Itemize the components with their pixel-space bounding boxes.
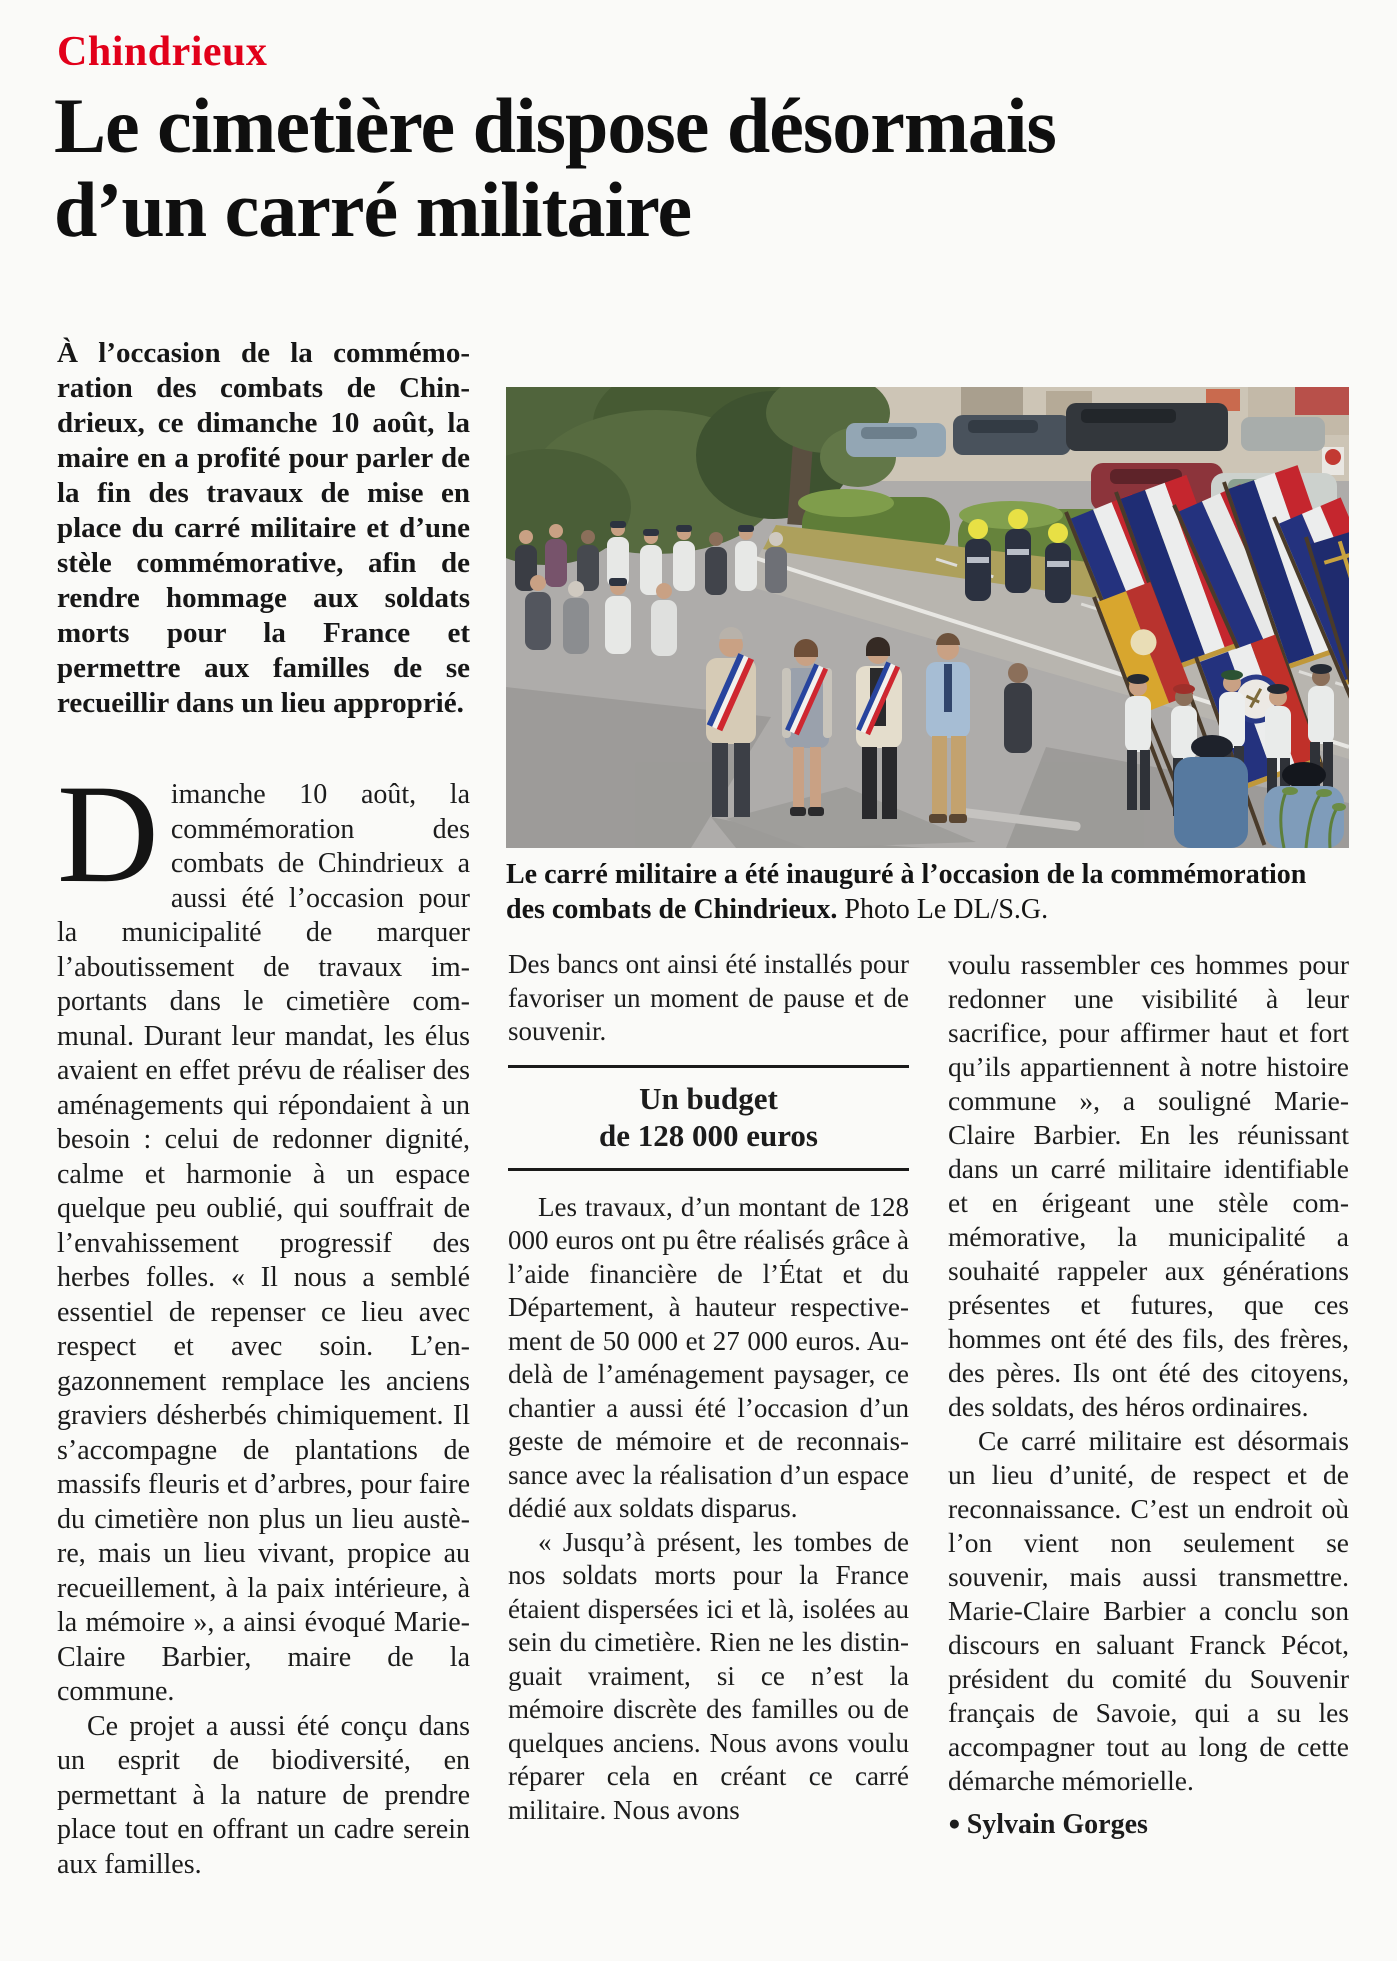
subhead-line-1: Un budget bbox=[639, 1080, 778, 1116]
col1-paragraph-1-text: imanche 10 août, la commémoration des combats de Chindrieux a aussi été l’occasion pour la municipalité de marquer l’aboutissement de travaux importants dans le cimetière communal. Durant leur mandat, les élus avaient en effet prévu de réaliser des aménagements qui répondaient à un besoin : celui de redonner dignité, calme et harmonie à un espace quelque peu oublié, qui souffrait de l’envahissement progressif des herbes folles. « Il nous a semblé essentiel de repenser ce lieu avec respect et avec soin. L’engazonnement remplace les anciens graviers désherbés chimiquement. Il s’accompagne de plantations de massifs fleuris et d’arbres, pour faire du cimetière non plus un lieu austère, mais un lieu vivant, propice au recueillement, à la paix intérieure, à la mémoire », a ainsi évoqué Marie-Claire Barbier, maire de la commune. bbox=[57, 779, 470, 1707]
column-1-body bbox=[57, 756, 470, 1882]
headline-line-2: d’un carré militaire bbox=[54, 166, 692, 253]
headline-line-1: Le cimetière dispose désormais bbox=[54, 82, 1056, 169]
col3-paragraph-2: Ce carré militaire est désormais un lieu d’unité, de respect et de reconnaissance. C’est un endroit où l’on vient non seulement se souvenir, mais aussi transmettre. Marie-Claire Barbier a conclu son discours en saluant Franck Pécot, président du comité du Souvenir français de Savoie, qui a su les accompagner tout au long de cette démarche mémorielle. bbox=[948, 1425, 1349, 1796]
byline-bullet-icon: ● bbox=[948, 1811, 961, 1835]
headline bbox=[54, 84, 1354, 252]
subhead-budget bbox=[508, 1065, 909, 1171]
photo-caption-text: Le carré militaire a été inauguré à l’occasion de la commémoration des combats de Chindrieux. bbox=[506, 859, 1307, 925]
byline bbox=[948, 1806, 1349, 1842]
column-3 bbox=[948, 948, 1349, 1842]
col1-paragraph-1 bbox=[57, 756, 470, 1710]
kicker: Chindrieux bbox=[57, 29, 268, 75]
column-2 bbox=[508, 948, 909, 1827]
col2-paragraph-3: « Jusqu’à présent, les tombes de nos soldats morts pour la France étaient dispersées ici et là, isolées au sein du cimetière. Rien ne les distinguait vraiment, si ce n’est la mémoire discrète des familles ou de quelques anciens. Nous avons voulu réparer cela en créant ce carré militaire. Nous avons bbox=[508, 1526, 909, 1825]
col2-paragraph-2: Les travaux, d’un montant de 128 000 euros ont pu être réalisés grâce à l’aide financière de l’État et du Département, à hauteur respectivement de 50 000 et 27 000 euros. Au-delà de l’aménagement paysager, ce chantier a aussi été l’occasion d’un geste de mémoire et de reconnaissance avec la réalisation d’un espace dédié aux soldats disparus. bbox=[508, 1191, 909, 1523]
lead-paragraph: À l’occasion de la commémoration des combats de Chindrieux, ce dimanche 10 août, la maire en a profité pour parler de la fin des travaux de mise en place du carré militaire et d’une stèle commémorative, afin de rendre hommage aux soldats morts pour la France et permettre aux familles de se recueillir dans un lieu approprié. bbox=[57, 337, 470, 719]
col3-paragraph-1: voulu rassembler ces hommes pour redonner une visibilité à leur sacrifice, pour affirmer haut et fort qu’ils appartiennent à notre histoire commune », a souligné Marie-Claire Barbier. En les réunissant dans un carré militaire identifiable et en érigeant une stèle commémorative, la municipalité a souhaité rappeler aux générations présentes et futures, que ces hommes ont été des fils, des frères, des pères. Ils ont été des citoyens, des soldats, des héros ordinaires. bbox=[948, 949, 1349, 1422]
ceremony-photo-illustration bbox=[506, 387, 1349, 848]
col1-paragraph-2: Ce projet a aussi été conçu dans un esprit de biodiversité, en permettant à la nature de prendre place tout en offrant un cadre serein aux familles. bbox=[57, 1710, 470, 1880]
photo-caption bbox=[506, 857, 1349, 927]
drop-cap: D bbox=[57, 756, 159, 912]
article-photo bbox=[506, 387, 1349, 848]
col2-paragraph-1: Des bancs ont ainsi été installés pour favoriser un moment de pause et de souvenir. bbox=[508, 949, 909, 1046]
photo-credit: Photo Le DL/S.G. bbox=[844, 894, 1049, 925]
byline-name: Sylvain Gorges bbox=[966, 1809, 1148, 1840]
subhead-line-2: de 128 000 euros bbox=[598, 1117, 818, 1153]
